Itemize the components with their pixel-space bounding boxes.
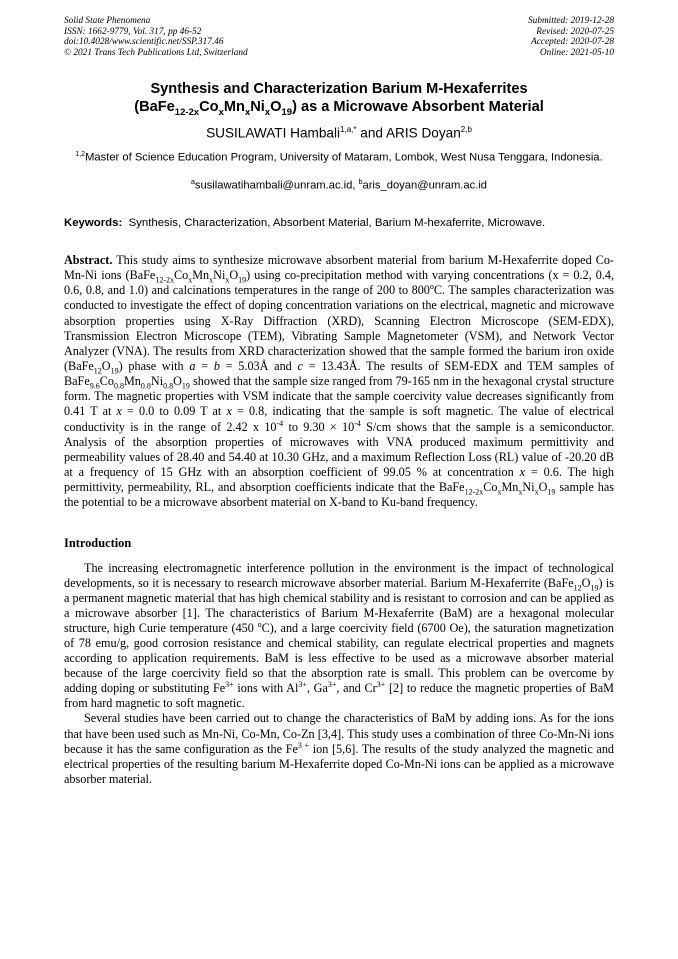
title-line-2: $(BaFe_{12-2x}Co_xMn_xNi_xO_{19})$ as a Microwave Absorbent Material xyxy=(134,99,544,119)
author-1: SUSILAWATI Hambali xyxy=(206,125,341,141)
intro-paragraph-1: The increasing electromagnetic interference pollution in the environment is the impact of technological developments, so it is necessary to research microwave absorber material. Barium M-Hexaferrite $(BaFe_{12}O_{19})$ is a permanent magnetic material that has high chemical stability and is resistant to corrosion and can be applied as a microwave absorber [1]. The characteristics of Barium M-Hexaferrite (BaM) are a hexagonal molecular structure, high Curie temperature (450 $^o$C), and a large coercivity field (6700 Oe), the saturation magnetization of 78 emu/g, good corrosion resistance and chemical stability, can regulate electrical properties and magnets according to application requirements. BaM is less effective to be used as a microwave absorber material because of the large coercivity field so that the absorption rate is small. This problem can be overcome by adding doping or substituting $Fe^{3+}$ ions with $Al^{3+}$, $Ga^{3+}$, and $Cr^{3+}$ [2] to reduce the magnetic properties of BaM from hard magnetic to soft magnetic. xyxy=(64,560,615,711)
journal-issn: ISSN: 1662-9779, Vol. 317, pp 46-52 xyxy=(64,26,202,37)
keywords-text: Synthesis, Characterization, Absorbent Material, Barium M-hexaferrite, Microwave. xyxy=(128,216,546,229)
author-list: SUSILAWATI Hambali$^{1,a,*}$ and ARIS Doyan$^{2,b}$ xyxy=(206,125,472,141)
email-a: susilawatihambali@unram.ac.id xyxy=(194,179,353,192)
email-b: aris_doyan@unram.ac.id xyxy=(362,179,488,192)
date-submitted: Submitted: 2019-12-28 xyxy=(528,16,614,26)
journal-copyright: © 2021 Trans Tech Publications Ltd, Switzerland xyxy=(64,47,248,58)
abstract-label: Abstract. xyxy=(64,252,113,267)
author-emails: $^a$susilawatihambali@unram.ac.id, $^b$aris_doyan@unram.ac.id xyxy=(190,179,488,192)
journal-doi: doi:10.4028/www.scientific.net/SSP.317.46 xyxy=(64,37,224,48)
section-heading-introduction: Introduction xyxy=(64,535,132,550)
affiliation: $^{1,2}$Master of Science Education Program, University of Mataram, Lombok, West Nusa Tenggara, Indonesia. xyxy=(75,150,603,164)
date-online: Online: 2021-05-10 xyxy=(539,47,614,58)
journal-name: Solid State Phenomena xyxy=(64,16,151,26)
journal-header xyxy=(64,16,614,58)
author-2: ARIS Doyan xyxy=(385,125,461,141)
introduction-body xyxy=(64,561,614,787)
date-revised: Revised: 2020-07-25 xyxy=(536,26,614,37)
title-line-1: Synthesis and Characterization Barium M-Hexaferrites xyxy=(150,81,528,98)
intro-paragraph-2: Several studies have been carried out to change the characteristics of BaM by adding ions. As for the ions that have been used such as Mn-Ni, Co-Mn, Co-Zn [3,4]. This study uses a combination of three Co-Mn-Ni ions because it has the same configuration as the $Fe^{3 +}$ ion [5,6]. The results of the study analyzed the magnetic and electrical properties of the resulting barium M-Hexaferrite doped Co-Mn-Ni ions can be applied as a microwave absorber material. xyxy=(64,711,615,786)
paper-page xyxy=(64,16,614,787)
keywords-label: Keywords: xyxy=(64,216,123,229)
date-accepted: Accepted: 2020-07-28 xyxy=(531,37,614,48)
paper-title xyxy=(64,80,614,119)
journal-info xyxy=(64,16,248,58)
publication-dates xyxy=(528,16,614,58)
keywords xyxy=(64,216,614,231)
abstract: Abstract. This study aims to synthesize microwave absorbent material from barium M-Hexaferrite doped Co-Mn-Ni ions $(BaFe_{12-2x}Co_xMn_xNi_xO_{19})$ using co-precipitation method with varying concentrations (x = 0.2, 0.4, 0.6, 0.8, and 1.0) and calcinations temperatures in the range of 200 to 800$^o$C. The samples characterization was conducted to investigate the effect of doping concentration variations on the electrical, magnetic and microwave absorption properties using X-Ray Diffraction (XRD), Scanning Electron Microscope (SEM-EDX), Transmission Electron Microscope (TEM), Vibrating Sample Magnetometer (VSM), and Network Vector Analyzer (VNA). The results from XRD characterization showed that the sample formed the barium iron oxide $(BaFe_{12}O_{19})$ phase with a = b = 5.03Å and c = 13.43Å. The results of SEM-EDX and TEM samples of $BaFe_{9.6}Co_{0.8}Mn_{0.8}Ni_{0.8}O_{19}$ showed that the sample size ranged from 79-165 nm in the hexagonal crystal structure form. The magnetic properties with VSM indicate that the sample coercivity value decreases significantly from 0.41 T at x = 0.0 to 0.09 T at x = 0.8, indicating that the sample is soft magnetic. The value of electrical conductivity is in the range of 2.42 x $10^{-4}$ to $9.30 \times 10^{-4}$ S/cm shows that the sample is a semiconductor. Analysis of the absorption properties of microwaves with VNA produced maximum permittivity and permeability values of 28.40 and 54.40 at 10.30 GHz, and a maximum Reflection Loss (RL) value of -20.20 dB at a frequency of 15 GHz with an absorption coefficient of 99.05 % at concentration x = 0.6. The high permittivity, permeability, RL, and absorption coefficients indicate that the $BaFe_{12-2x}Co_xMn_xNi_xO_{19}$ sample has the potential to be a microwave absorbent material on X-band to Ku-band frequency. xyxy=(64,252,615,510)
